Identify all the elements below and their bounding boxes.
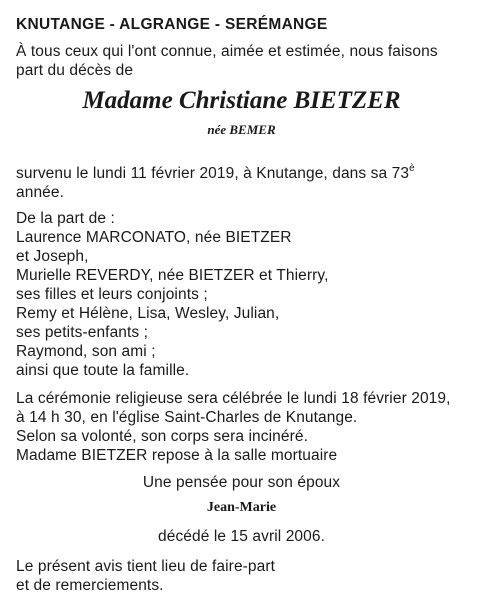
ceremony-line-3: Selon sa volonté, son corps sera incinéré. (16, 428, 308, 445)
ordinal-superscript: è (409, 163, 415, 174)
location-header: KNUTANGE - ALGRANGE - SERÉMANGE (16, 16, 328, 33)
death-year-line: année. (16, 184, 65, 201)
intro-line-2: part du décès de (16, 62, 134, 79)
maiden-name: née BEMER (207, 122, 276, 137)
memorial-thought: Une pensée pour son époux (142, 474, 341, 491)
family-line: Laurence MARCONATO, née BIETZER (16, 229, 292, 246)
spouse-name: Jean-Marie (206, 500, 277, 515)
family-line: et Joseph, (16, 248, 89, 265)
death-date-text: survenu le lundi 11 février 2019, à Knutange, dans sa 73 (16, 165, 410, 182)
ceremony-line-1: La cérémonie religieuse sera célébrée le lundi 18 février 2019, (16, 390, 451, 407)
ceremony-line-2: à 14 h 30, en l'église Saint-Charles de Knutange. (16, 409, 358, 426)
family-line: Raymond, son ami ; (16, 343, 156, 360)
family-line: Remy et Hélène, Lisa, Wesley, Julian, (16, 305, 280, 322)
family-line: Murielle REVERDY, née BIETZER et Thierry, (16, 267, 329, 284)
family-line: ses petits-enfants ; (16, 324, 149, 341)
closing-line-2: et de remerciements. (16, 577, 164, 594)
family-intro: De la part de : (16, 210, 115, 227)
death-date-line (16, 164, 415, 183)
deceased-name: Madame Christiane BIETZER (82, 87, 401, 114)
closing-line-1: Le présent avis tient lieu de faire-part (16, 558, 276, 575)
intro-line-1: À tous ceux qui l'ont connue, aimée et estimée, nous faisons (16, 43, 438, 60)
ceremony-line-4: Madame BIETZER repose à la salle mortuaire (16, 447, 338, 464)
spouse-death: décédé le 15 avril 2006. (158, 528, 325, 545)
family-line: ainsi que toute la famille. (16, 362, 190, 379)
family-line: ses filles et leurs conjoints ; (16, 286, 208, 303)
